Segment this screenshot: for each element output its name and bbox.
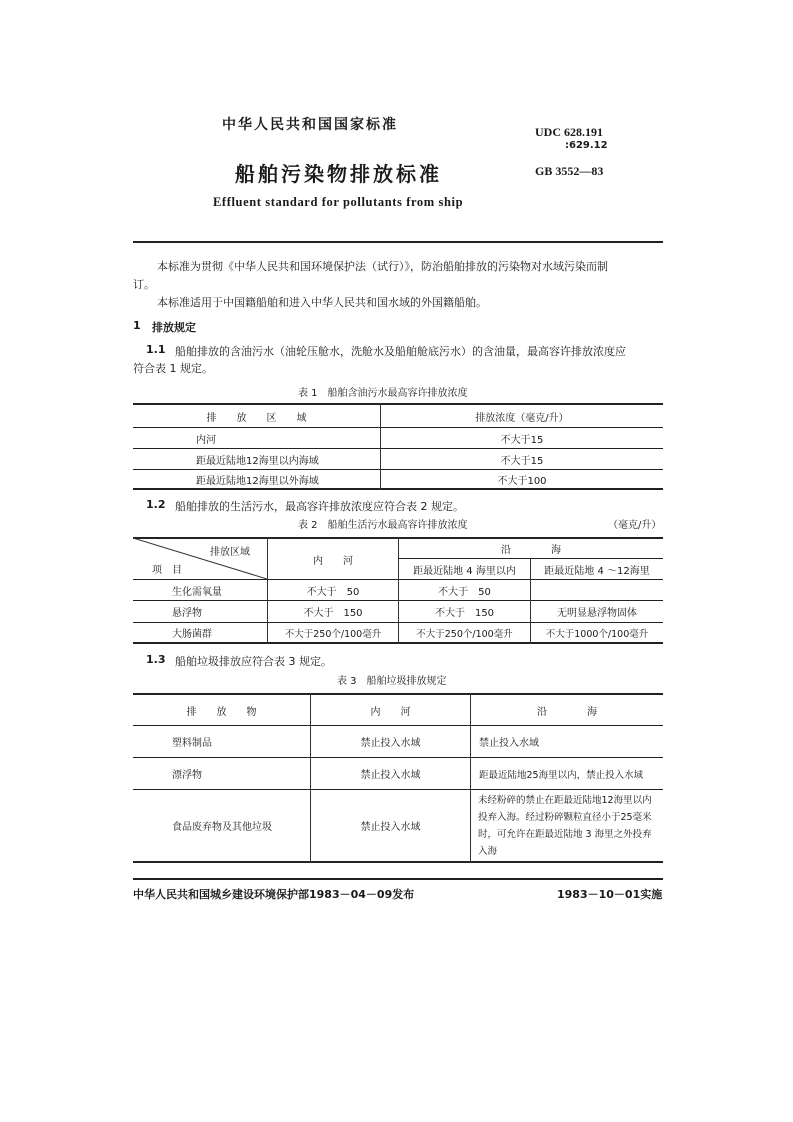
table-row-cell: 大肠菌群	[172, 629, 212, 640]
footer-rule	[133, 878, 663, 880]
table-2-subheader-within-4: 距最近陆地 4 海里以内	[413, 565, 516, 577]
clause-1-3-number: 1.3	[146, 653, 166, 666]
table-2-corner-area: 排放区域	[210, 547, 250, 558]
table-2-corner-item: 项 目	[152, 565, 182, 576]
table-2-subheader-4-12: 距最近陆地 4 ～12海里	[544, 565, 650, 577]
table-row-cell: 不大于 50	[438, 586, 491, 598]
national-standard-label: 中华人民共和国国家标准	[222, 117, 398, 133]
table-row-cell: 漂浮物	[172, 770, 202, 781]
clause-1-1-cont: 符合表 1 规定。	[133, 362, 213, 375]
table-row-cell	[531, 580, 663, 600]
table-row-cell: 禁止投入水域	[360, 822, 421, 833]
table-3-caption: 表 3 船舶垃圾排放规定	[337, 676, 447, 687]
table-row-cell: 不大于15	[500, 434, 544, 446]
udc-code-cont: :629.12	[565, 140, 608, 151]
table-1-caption: 表 1 船舶含油污水最高容许排放浓度	[298, 388, 468, 399]
table-2-header-coastal: 沿 海	[501, 545, 561, 556]
table-row-cell: 不大于 50	[306, 586, 360, 598]
table-2-unit: （毫克/升）	[608, 520, 662, 531]
table-row-cell: 悬浮物	[172, 608, 202, 619]
header-rule	[133, 241, 663, 243]
document-title: 船舶污染物排放标准	[235, 162, 442, 186]
table-2-caption: 表 2 船舶生活污水最高容许排放浓度	[298, 520, 468, 531]
table-row-cell: 塑料制品	[172, 738, 212, 749]
clause-1-1-text: 船舶排放的含油污水（油轮压舱水，洗舱水及船舶舱底污水）的含油量，最高容许排放浓度应	[175, 345, 626, 358]
section-1-number: 1	[133, 319, 141, 332]
table-2-header-inland: 内 河	[313, 555, 353, 567]
table-1-header-area: 排 放 区 域	[206, 412, 307, 424]
table-row-cell: 距最近陆地12海里以内海域	[196, 455, 319, 467]
clause-1-3-text: 船舶垃圾排放应符合表 3 规定。	[175, 655, 332, 668]
table-row-cell: 不大于250个/100毫升	[284, 628, 382, 640]
table-3-header-inland: 内 河	[370, 706, 411, 718]
table-row-cell: 禁止投入水域	[360, 738, 421, 749]
table-row-cell: 未经粉碎的禁止在距最近陆地12海里以内投弃入海。经过粉碎颗粒直径小于25毫米时，可允许在距最近陆地 3 海里之外投弃入海	[478, 794, 652, 857]
intro-paragraph-1: 本标准为贯彻《中华人民共和国环境保护法（试行）》，防治船舶排放的污染物对水域污染而制	[157, 260, 608, 273]
section-1-title: 排放规定	[152, 321, 196, 334]
table-row-cell: 禁止投入水域	[479, 738, 539, 749]
issue-info: 中华人民共和国城乡建设环境保护部1983－04－09发布	[133, 888, 415, 901]
table-row-cell: 不大于 150	[303, 608, 363, 619]
clause-1-2-number: 1.2	[146, 498, 166, 511]
table-row-cell: 内河	[196, 434, 216, 446]
table-row-cell: 食品废弃物及其他垃圾	[172, 822, 272, 833]
clause-1-2-text: 船舶排放的生活污水，最高容许排放浓度应符合表 2 规定。	[175, 500, 464, 513]
intro-paragraph-1-cont: 订。	[133, 278, 155, 291]
table-row-cell: 不大于 150	[434, 608, 495, 619]
table-row-cell: 不大于1000个/100毫升	[545, 628, 649, 640]
table-row-cell: 不大于15	[500, 455, 544, 467]
table-1-header-concentration: 排放浓度（毫克/升）	[475, 412, 569, 424]
table-row-cell: 禁止投入水域	[360, 770, 421, 781]
table-row-cell: 不大于100	[497, 475, 547, 487]
standard-number: GB 3552—83	[535, 164, 604, 178]
table-3-header-coastal: 沿 海	[537, 706, 597, 718]
effective-date: 1983－10－01实施	[557, 888, 663, 901]
table-row-cell: 距最近陆地12海里以外海域	[196, 475, 319, 487]
table-row-cell: 无明显悬浮物固体	[557, 608, 637, 619]
intro-paragraph-2: 本标准适用于中国籍船舶和进入中华人民共和国水域的外国籍船舶。	[157, 296, 487, 309]
table-row-cell: 距最近陆地25海里以内，禁止投入水域	[479, 769, 644, 781]
english-title: Effluent standard for pollutants from ship	[213, 195, 464, 209]
udc-code: UDC 628.191	[535, 125, 603, 139]
table-3-header-discharge: 排 放 物	[186, 706, 257, 718]
table-row-cell: 不大于250个/100毫升	[416, 628, 513, 640]
clause-1-1-number: 1.1	[146, 343, 166, 356]
table-row-cell: 生化需氧量	[172, 586, 222, 598]
